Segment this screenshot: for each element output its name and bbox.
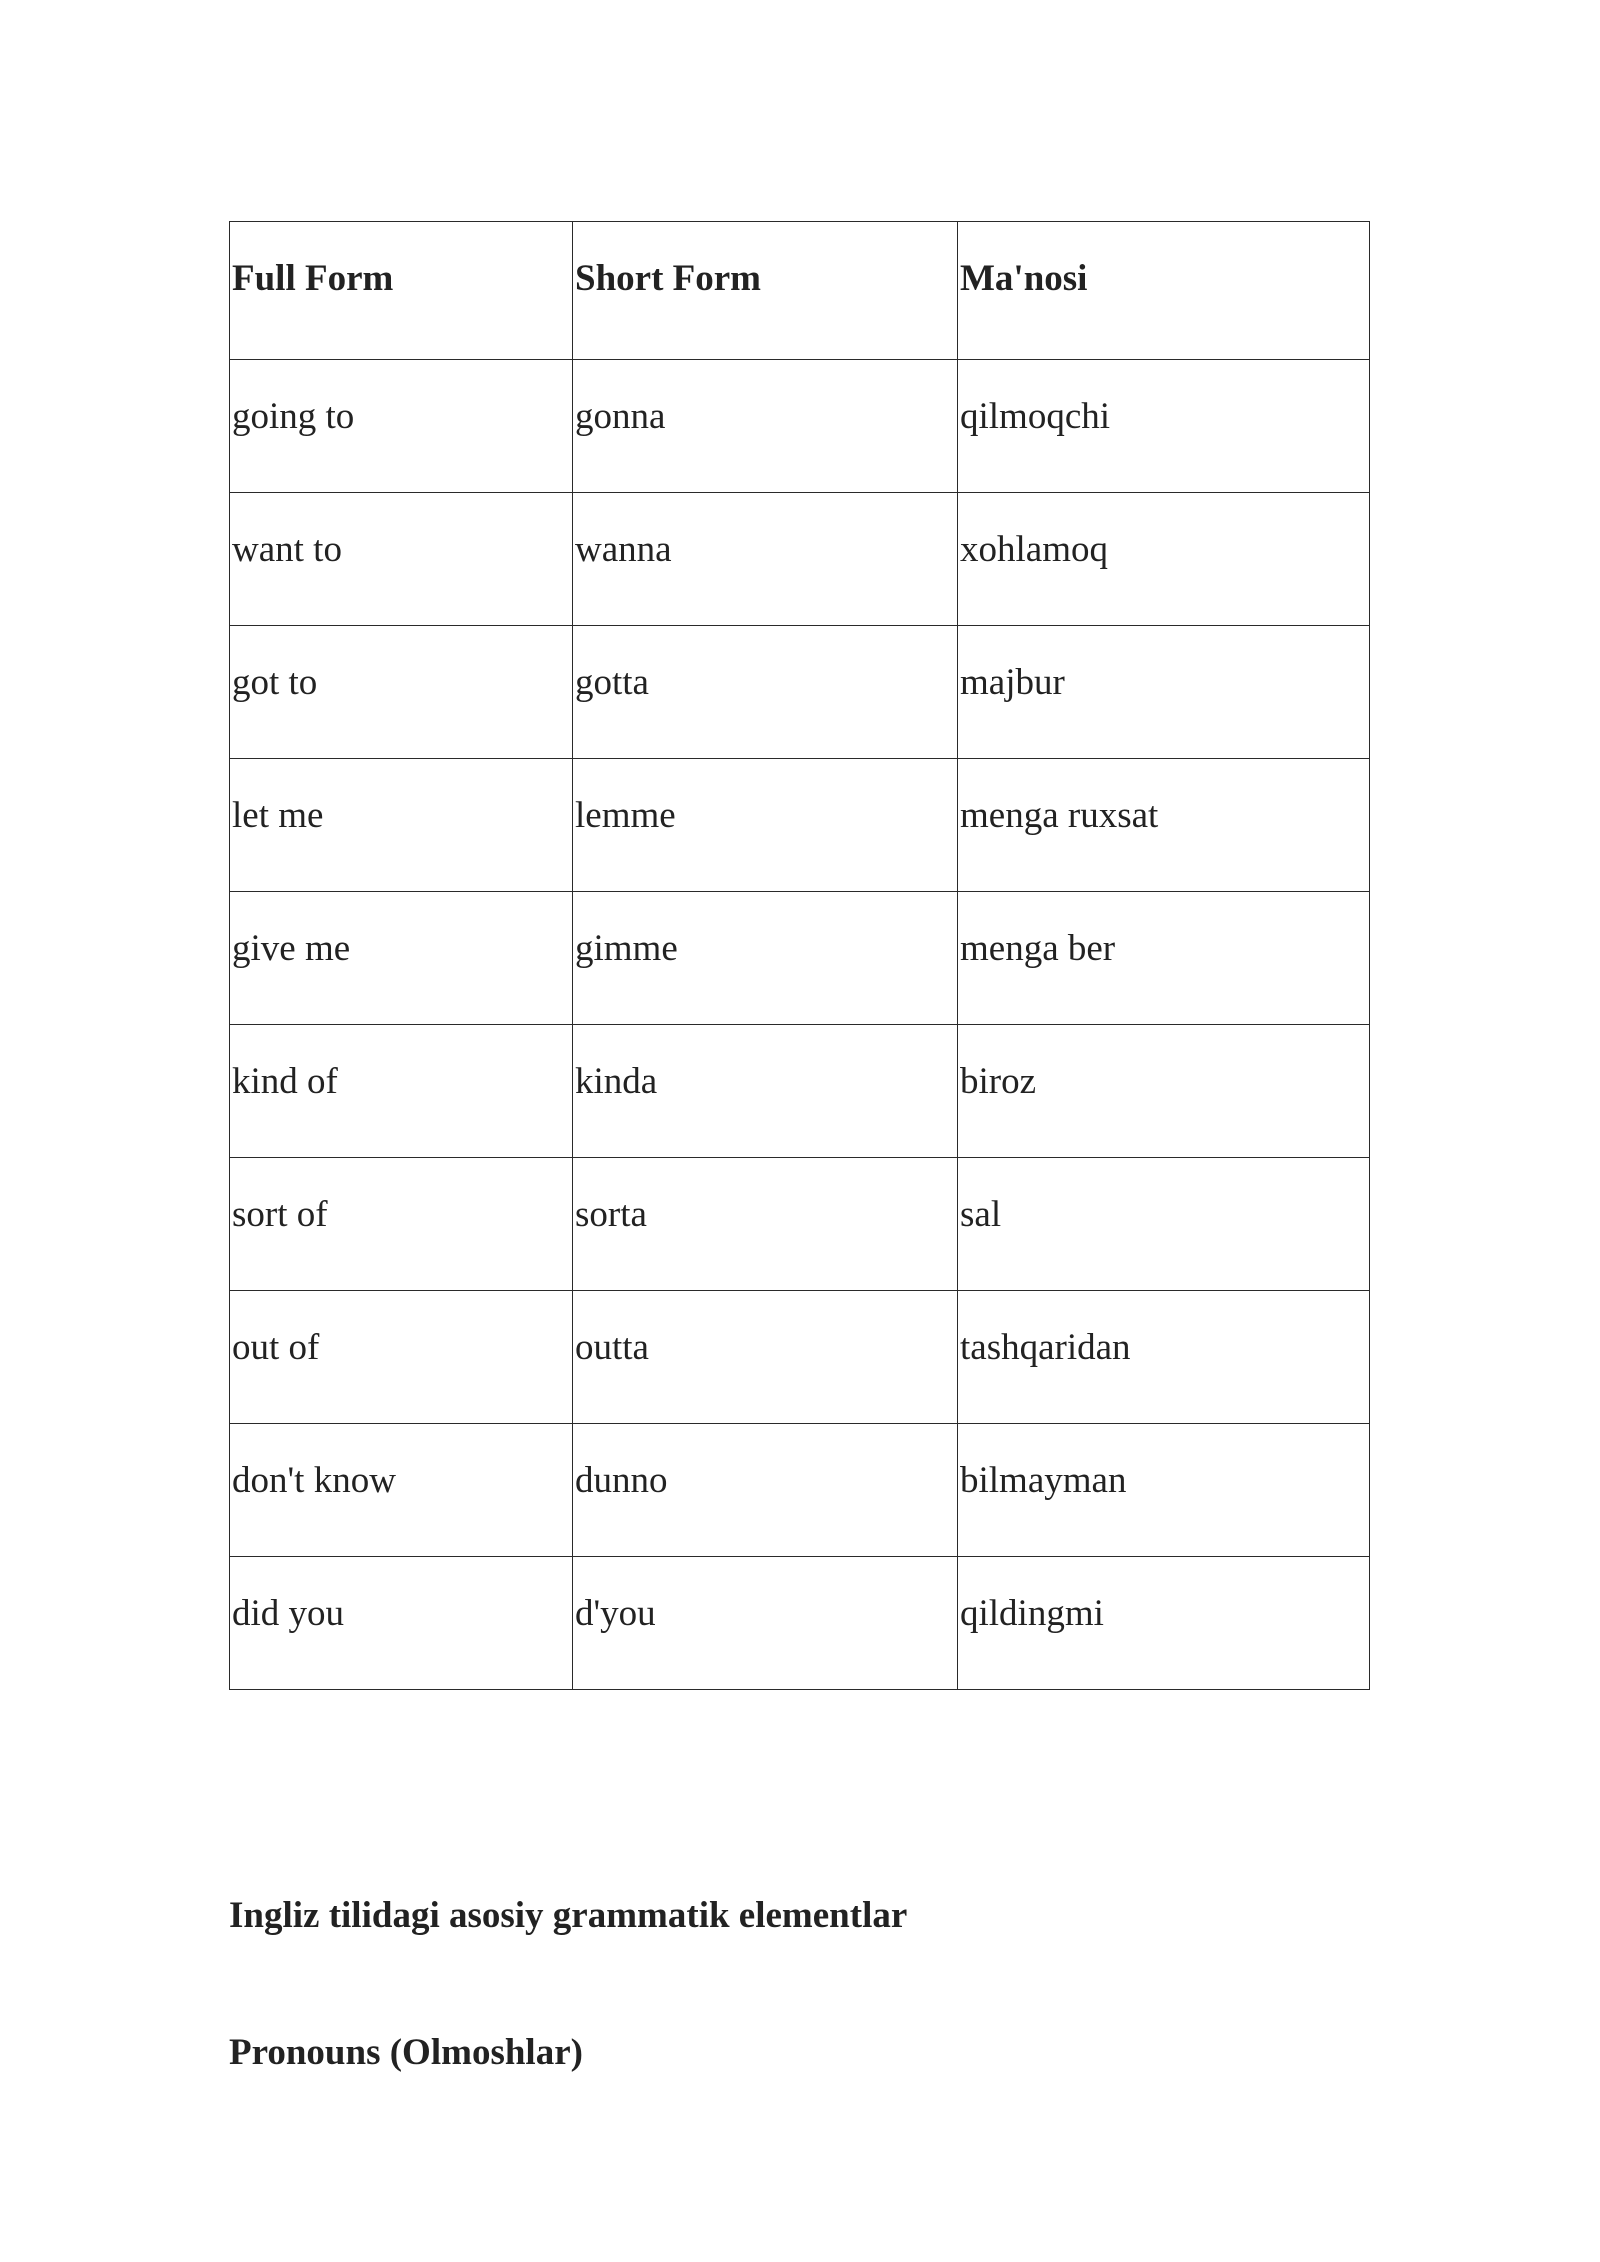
table-body xyxy=(230,360,1370,1690)
cell-meaning: majbur xyxy=(958,626,1370,759)
cell-short-form: gonna xyxy=(573,360,958,493)
cell-short-form: wanna xyxy=(573,493,958,626)
cell-meaning: biroz xyxy=(958,1025,1370,1158)
document-page xyxy=(229,221,1369,1690)
cell-full-form: give me xyxy=(230,892,573,1025)
cell-meaning: sal xyxy=(958,1158,1370,1291)
header-short-form: Short Form xyxy=(573,222,958,360)
cell-meaning: qildingmi xyxy=(958,1557,1370,1690)
table-row xyxy=(230,1025,1370,1158)
header-full-form: Full Form xyxy=(230,222,573,360)
cell-short-form: lemme xyxy=(573,759,958,892)
cell-meaning: menga ruxsat xyxy=(958,759,1370,892)
cell-meaning: tashqaridan xyxy=(958,1291,1370,1424)
cell-short-form: gimme xyxy=(573,892,958,1025)
cell-full-form: did you xyxy=(230,1557,573,1690)
table-header-row xyxy=(230,222,1370,360)
cell-short-form: kinda xyxy=(573,1025,958,1158)
cell-full-form: out of xyxy=(230,1291,573,1424)
table-row xyxy=(230,892,1370,1025)
cell-short-form: dunno xyxy=(573,1424,958,1557)
cell-short-form: outta xyxy=(573,1291,958,1424)
cell-full-form: going to xyxy=(230,360,573,493)
cell-meaning: bilmayman xyxy=(958,1424,1370,1557)
table-row xyxy=(230,1424,1370,1557)
header-meaning: Ma'nosi xyxy=(958,222,1370,360)
table-row xyxy=(230,1557,1370,1690)
cell-full-form: sort of xyxy=(230,1158,573,1291)
cell-full-form: want to xyxy=(230,493,573,626)
cell-full-form: got to xyxy=(230,626,573,759)
cell-short-form: d'you xyxy=(573,1557,958,1690)
section-title: Ingliz tilidagi asosiy grammatik elementlar xyxy=(229,1895,908,1936)
table-row xyxy=(230,759,1370,892)
cell-meaning: xohlamoq xyxy=(958,493,1370,626)
cell-meaning: qilmoqchi xyxy=(958,360,1370,493)
table-header xyxy=(230,222,1370,360)
table-row xyxy=(230,1291,1370,1424)
table-row xyxy=(230,626,1370,759)
cell-full-form: kind of xyxy=(230,1025,573,1158)
table-row xyxy=(230,360,1370,493)
subsection-title: Pronouns (Olmoshlar) xyxy=(229,2032,583,2073)
cell-full-form: let me xyxy=(230,759,573,892)
cell-short-form: sorta xyxy=(573,1158,958,1291)
cell-full-form: don't know xyxy=(230,1424,573,1557)
cell-meaning: menga ber xyxy=(958,892,1370,1025)
cell-short-form: gotta xyxy=(573,626,958,759)
table-row xyxy=(230,493,1370,626)
contractions-table xyxy=(229,221,1370,1690)
table-row xyxy=(230,1158,1370,1291)
